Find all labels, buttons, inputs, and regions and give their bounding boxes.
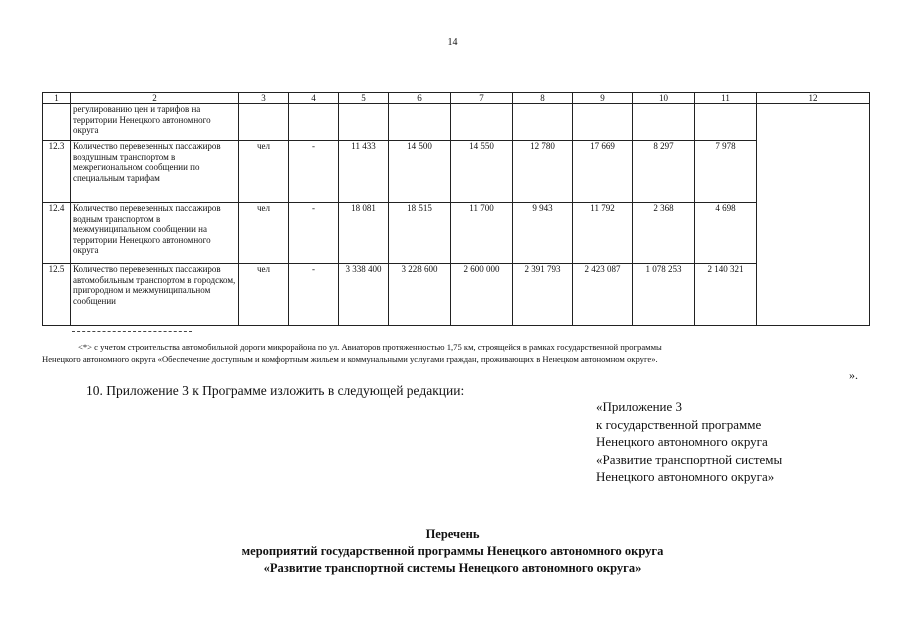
column-4-cell: - [289, 141, 339, 203]
header-cell: 3 [239, 93, 289, 104]
value-cell: 14 500 [389, 141, 451, 203]
header-cell: 4 [289, 93, 339, 104]
value-cell: 1 078 253 [633, 264, 695, 326]
title-line: «Развитие транспортной системы Ненецкого автономного округа» [263, 561, 642, 575]
paragraph-item-10: 10. Приложение 3 к Программе изложить в следующей редакции: [86, 383, 465, 398]
footnote [42, 341, 858, 365]
value-cell: 2 140 321 [695, 264, 757, 326]
row-number: 12.3 [43, 141, 71, 203]
title-line: Перечень [425, 527, 480, 541]
column-12-cell [757, 104, 870, 326]
unit-cell: чел [239, 203, 289, 264]
header-cell: 9 [573, 93, 633, 104]
value-cell: 3 338 400 [339, 264, 389, 326]
footnote-line: <*> с учетом строительства автомобильной дороги микрорайона по ул. Авиаторов протяженностью 1,75 км, строящейся в рамках государственной программы [78, 342, 662, 352]
header-cell: 2 [71, 93, 239, 104]
footnote-line: Ненецкого автономного округа «Обеспечение доступным и комфортным жильем и коммунальными услугами граждан, проживающих в Ненецком автономном округе». [42, 354, 658, 364]
table-row-continuation [43, 104, 870, 141]
value-cell: 11 792 [573, 203, 633, 264]
header-cell: 12 [757, 93, 870, 104]
value-cell: 11 700 [451, 203, 513, 264]
value-cell: 12 780 [513, 141, 573, 203]
footnote-separator [72, 331, 192, 332]
value-cell: 17 669 [573, 141, 633, 203]
appendix-line: к государственной программе [596, 416, 762, 432]
value-cell: 2 600 000 [451, 264, 513, 326]
value-cell: 18 515 [389, 203, 451, 264]
row-number: 12.4 [43, 203, 71, 264]
value-cell: 2 391 793 [513, 264, 573, 326]
title-line: мероприятий государственной программы Ненецкого автономного округа [241, 544, 664, 558]
value-cell: 2 368 [633, 203, 695, 264]
header-cell: 1 [43, 93, 71, 104]
table-row [43, 264, 870, 326]
table-header-row [43, 93, 870, 104]
closing-quote: ». [849, 368, 858, 382]
indicators-table [42, 92, 870, 326]
value-cell: 8 297 [633, 141, 695, 203]
header-cell: 8 [513, 93, 573, 104]
value-cell: 14 550 [451, 141, 513, 203]
row-number: 12.5 [43, 264, 71, 326]
appendix-line: Ненецкого автономного округа [596, 434, 768, 449]
header-cell: 10 [633, 93, 695, 104]
column-4-cell: - [289, 264, 339, 326]
appendix-line: «Развитие транспортной системы [596, 451, 783, 467]
value-cell: 18 081 [339, 203, 389, 264]
unit-cell: чел [239, 264, 289, 326]
indicator-name: Количество перевезенных пассажиров водным транспортом в межмуниципальном сообщении на территории Ненецкого автономного округа [71, 203, 239, 264]
value-cell: 4 698 [695, 203, 757, 264]
value-cell: 3 228 600 [389, 264, 451, 326]
header-cell: 11 [695, 93, 757, 104]
table-row [43, 141, 870, 203]
value-cell: 2 423 087 [573, 264, 633, 326]
page-number: 14 [447, 37, 458, 48]
value-cell: 9 943 [513, 203, 573, 264]
header-cell: 6 [389, 93, 451, 104]
value-cell: 11 433 [339, 141, 389, 203]
indicator-name: Количество перевезенных пассажиров автомобильным транспортом в городском, пригородном и межмуниципальном сообщении [71, 264, 239, 326]
column-4-cell: - [289, 203, 339, 264]
unit-cell: чел [239, 141, 289, 203]
value-cell: 7 978 [695, 141, 757, 203]
header-cell: 5 [339, 93, 389, 104]
appendix-heading [596, 398, 782, 486]
continuation-text: регулированию цен и тарифов на территории Ненецкого автономного округа [71, 104, 239, 141]
header-cell: 7 [451, 93, 513, 104]
appendix-line: «Приложение 3 [596, 399, 683, 414]
table-row [43, 203, 870, 264]
appendix-line: Ненецкого автономного округа» [596, 469, 775, 484]
document-title [0, 526, 905, 577]
indicator-name: Количество перевезенных пассажиров воздушным транспортом в межрегиональном сообщении по специальным тарифам [71, 141, 239, 203]
